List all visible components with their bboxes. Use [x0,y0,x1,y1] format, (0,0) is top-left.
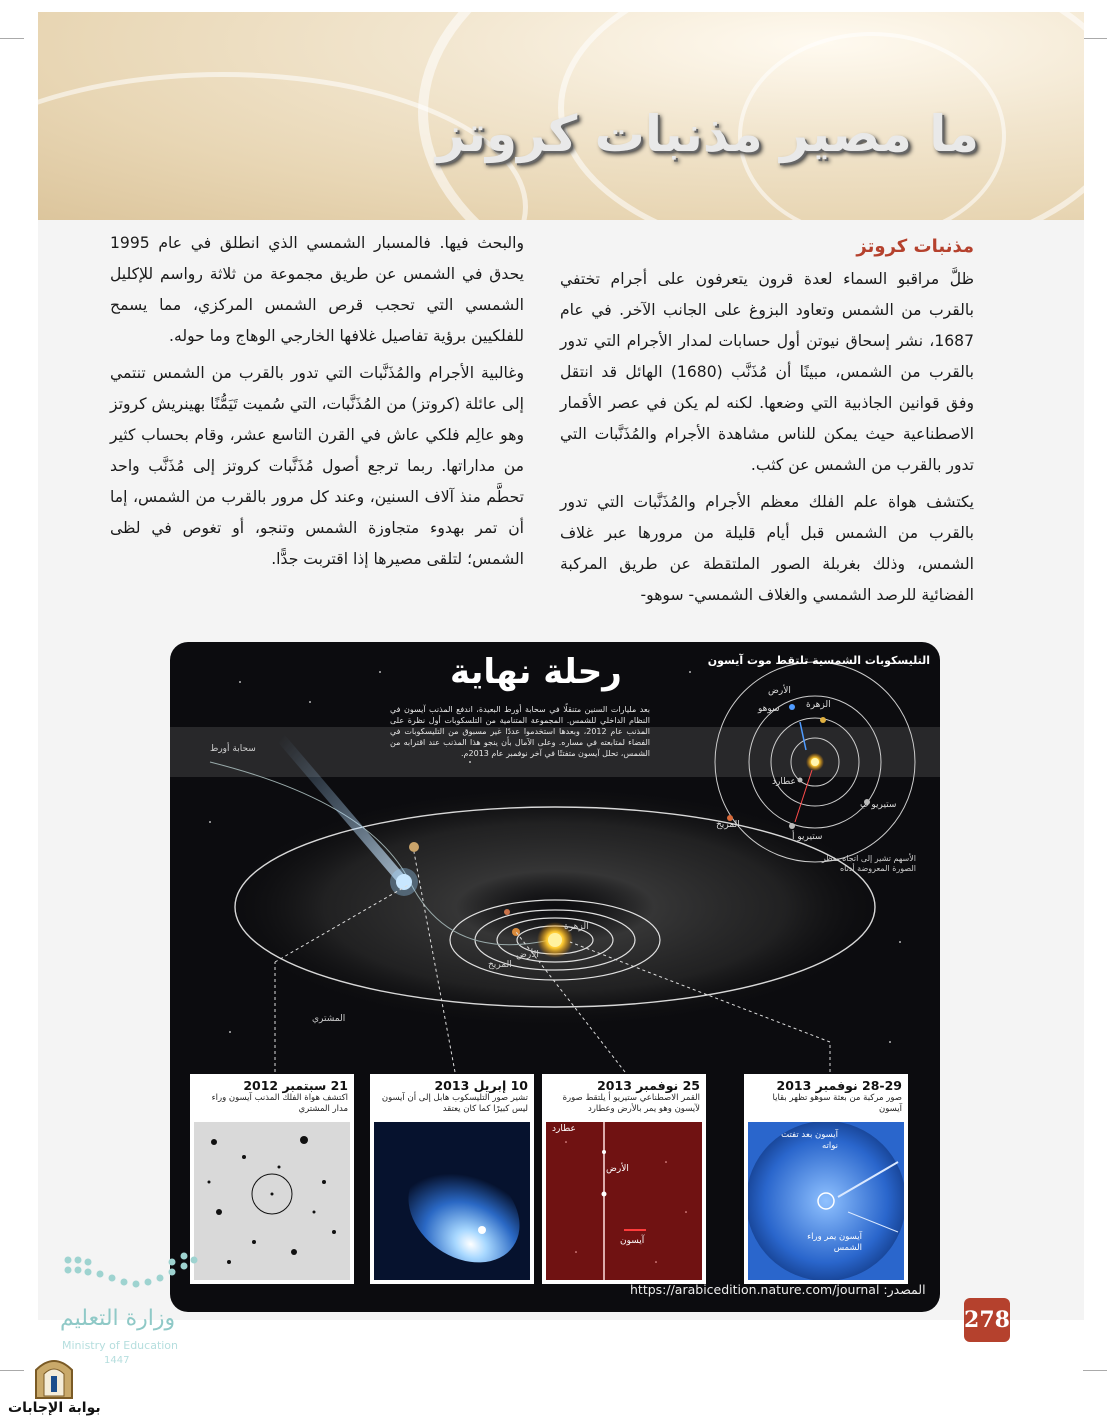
paragraph: ظلَّ مراقبو السماء لعدة قرون يتعرفون على أجرام تختفي بالقرب من الشمس وتعاود البزوغ على الجانب الآخر. في عام 1687، نشر إسحاق نيوتن أول حسابات لمدار الأجرام التي تدور بالقرب من الشمس، مبينًا أن مُذَنَّب (1680) الهائل قد انتقل وفق قوانين الجاذبية التي وضعها. لكنه لم يكن في عصر الأقمار الاصطناعية حيث يمكن للناس مشاهدة الأجرام والمُذَنَّبات التي تدور بالقرب من الشمس عن كثب. [560,270,974,474]
paragraph: والبحث فيها. فالمسبار الشمسي الذي انطلق في عام 1995 يحدق في الشمس عن طريق مجموعة من ثلاثة رواسم للإكليل الشمسي التي تحجب قرص الشمس المركزي، مما يسمح للفلكيين برؤية تفاصيل غلافها الخارجي الوهاج وما حوله. [110,234,524,345]
panel-date: 28-29 نوفمبر 2013 [776,1078,902,1093]
panel-text: اكتشف هواة الفلك المذنب آيسون وراء مدار المشتري [211,1093,348,1114]
infographic-intro: بعد مليارات السنين متنقلًا في سحابة أورط البعيدة، اندفع المذنب آيسون في النظام الداخلي للشمس. المجموعة المتنامية من التلسكوبات أول نظرة على المذنب عام 2012، وبعدها استخدموا عددًا غير مسبوق من التليسكوبات في الفضاء لمتابعته في مساره. وعلى الآمال بأن ينجو هذا المذنب عند اقترابه من الشمس، تحلل آيسون متفتتًا في آخر نوفمبر عام 2013م. [390,705,650,758]
inset-label-soho: سوهو [758,704,780,714]
orbit-label-mars: المريخ [488,960,512,970]
panel-text: القمر الاصطناعي ستيريو أ يلتقط صورة لآيسون وهو يمر بالأرض وعطارد [562,1093,700,1114]
panel-image [546,1122,702,1280]
panel-text: صور مركبة من بعثة سوهو تظهر بقايا آيسون [772,1093,902,1114]
timeline-panel [542,1074,706,1284]
page-title: ما مصير مذنبات كروتز [436,105,979,163]
orbit-label-earth: الأرض [516,950,539,960]
panel-date: 21 سبتمبر 2012 [243,1078,348,1093]
inset-label-earth: الأرض [768,686,791,696]
panel-date: 10 إبريل 2013 [434,1078,528,1093]
panel-header [750,1078,902,1115]
timeline-panel [370,1074,534,1284]
panel-header [376,1078,528,1115]
inset-title: التليسكوبات الشمسية تلتقط موت آيسون [707,654,930,667]
inset-label-stereo-a: ستيريو أ [792,832,823,842]
portal-label: بوابة الإجابات [8,1400,101,1416]
inset-label-mars: المريخ [716,820,740,830]
paragraph: يكتشف هواة علم الفلك معظم الأجرام والمُذَنَّبات التي تدور بالقرب من الشمس قبل أيام قليلة من مرورها عبر غلاف الشمس، وذلك بغربلة الصور الملتقطة عن طريق المركبة الفضائية للرصد الشمسي والغلاف الشمسي- سوهو- [560,493,974,604]
orbit-label-venus: الزهرة [564,922,589,932]
ministry-name-ar: وزارة التعليم [60,1306,176,1331]
inset-note: الأسهم تشير إلى اتجاه منظر الصورة المعروضة أدناه [821,854,916,873]
ministry-year: 1447 [104,1355,130,1366]
timeline-panel [744,1074,908,1284]
orbit-label-oort: سحابة أورط [210,744,256,754]
crop-mark [1083,1370,1107,1371]
paragraph: وغالبية الأجرام والمُذَنَّبات التي تدور بالقرب من الشمس تنتمي إلى عائلة (كروتز) من المُذَنَّبات، التي سُميت تَيَمُّنًا بهينريش كروتز وهو عالِم فلكي عاش في القرن التاسع عشر، وقام بحساب كثير من مداراتها. ربما ترجع أصول مُذَنَّبات كروتز إلى مُذَنَّب واحد تحطَّم منذ آلاف السنين، وعند كل مرور بالقرب من الشمس، إما أن تمر بهدوء متجاوزة الشمس وتنجو، أو تغوص في لظى الشمس؛ لتلقى مصيرها إذا اقتربت جدًّا. [110,364,524,568]
section-heading: مذنبات كروتز [856,236,974,257]
left-column [110,228,524,581]
panel-label: عطارد [552,1124,576,1134]
infographic [170,642,940,1312]
hubble-comet-image [374,1122,530,1280]
panel-date: 25 نوفمبر 2013 [597,1078,700,1093]
inset-label-mercury: عطارد [772,777,796,787]
right-column [560,232,974,617]
panel-header [548,1078,700,1115]
panel-image [374,1122,530,1280]
panel-label: آيسون يمر وراء الشمس [807,1232,862,1253]
panel-label: آيسون [620,1236,645,1246]
orbit-label-jupiter: المشتري [312,1014,346,1024]
page-number: 278 [964,1298,1010,1342]
stereo-image [546,1122,702,1280]
inset-label-stereo-b: ستيريو ب [860,800,897,810]
panel-text: تشير صور التليسكوب هابل إلى أن آيسون ليس كبيرًا كما كان يعتقد [381,1093,528,1114]
infographic-title: رحلة نهاية [450,652,622,692]
ministry-name-en: Ministry of Education [62,1339,179,1352]
panel-header [196,1078,348,1115]
panel-label: آيسون بعد تفتت نواته [781,1130,838,1151]
panel-image [748,1122,904,1280]
crop-mark [0,38,24,39]
panel-label: الأرض [606,1164,629,1174]
inset-label-venus: الزهرة [806,700,831,710]
crop-mark [1083,38,1107,39]
source-citation: المصدر: https://arabicedition.nature.com/journal [630,1282,926,1297]
